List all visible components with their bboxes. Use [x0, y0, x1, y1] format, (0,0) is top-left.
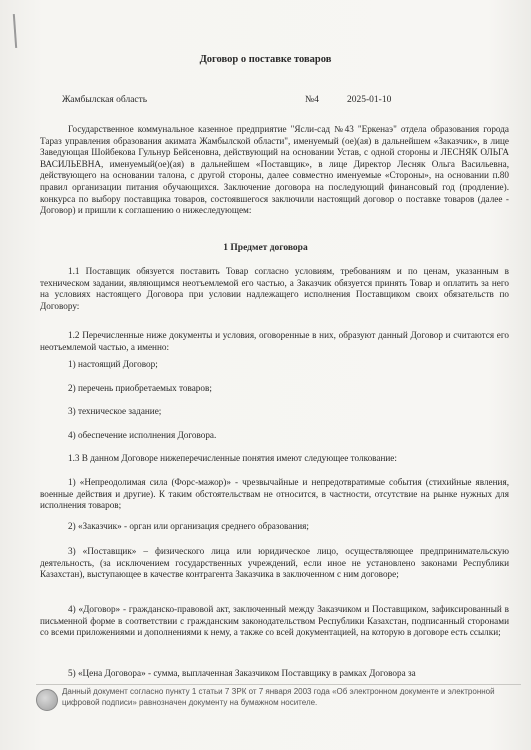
seal-icon [36, 689, 58, 711]
definition-4: 4) «Договор» - гражданско-правовой акт, заключенный между Заказчиком и Поставщиком, зафиксированный в письменной форме в соответствии с гражданским законодательством Республики Казахстан, подписанный сторонами со всеми приложениями и дополнениями к нему, а также со всей документацией, на которую в договоре есть ссылки; [40, 604, 509, 638]
definition-3: 3) «Поставщик» – физического лица или юридическое лицо, осуществляющее предпринимательскую деятельность, (за исключением государственных учреждений, если иное не установлено законами Республики Казахстан), выступающее в качестве контрагента Заказчика в заключенном с ним договоре; [40, 546, 509, 580]
list-item: 2) перечень приобретаемых товаров; [68, 383, 212, 393]
definition-5: 5) «Цена Договора» - сумма, выплаченная Заказчиком Поставщику в рамках Договора за [68, 668, 416, 678]
clause-1-1: 1.1 Поставщик обязуется поставить Товар согласно условиям, требованиям и по ценам, указанным в техническом задании, являющимся неотъемлемой его частью, а Заказчик обязуется принять Товар и оплатить за него на условиях настоящего Договора при условии надлежащего исполнения Поставщиком своих обязательств по Договору: [40, 266, 509, 311]
definition-2: 2) «Заказчик» - орган или организация среднего образования; [68, 521, 309, 531]
footer [36, 684, 521, 707]
document-title: Договор о поставке товаров [199, 54, 332, 65]
contract-date: 2025-01-10 [347, 95, 392, 105]
pen-mark [13, 14, 17, 48]
definition-1: 1) «Непреодолимая сила (Форс-мажор)» - чрезвычайные и непредотвратимые события (стихийные явления, военные действия и другие). К таким обстоятельствам не относится, в частности, отсутствие на рынке нужных для исполнения товаров; [40, 477, 509, 511]
footer-note: Данный документ согласно пункту 1 статьи 7 ЗРК от 7 января 2003 года «Об электронном документе и электронной цифровой подписи» равнозначен документу на бумажном носителе. [62, 687, 495, 707]
section-1-title: 1 Предмет договора [223, 243, 308, 253]
region-label: Жамбылская область [62, 95, 148, 105]
preamble-paragraph: Государственное коммунальное казенное предприятие "Ясли-сад №43 "Еркенаэ" отдела образования города Тараз управления образования акимата Жамбылской области", именуемый (ое)(ая) в дальнейшем «Заказчик», в лице Заведующая Шойбекова Гульнур Бейсеновна, действующий на основании Устав, с одной стороны и ЛЕСНЯК ОЛЬГА ВАСИЛЬЕВНА, именуемый(ое)(ая) в дальнейшем «Поставщик», в лице Директор Лесняк Ольга Васильевна, действующего на основании талона, с другой стороны, далее совместно именуемые «Стороны», на основании п.80 правил организации питания обучающихся. Заключение договора на последующий финансовый год (продление). конкурса по выбору поставщика товаров, состоявшегося заключили настоящий договор о поставке товаров (далее - Договор) и пришли к соглашению о нижеследующем: [40, 124, 509, 216]
list-item: 4) обеспечение исполнения Договора. [68, 430, 217, 440]
clause-1-2: 1.2 Перечисленные ниже документы и условия, оговоренные в них, образуют данный Договор и считаются его неотъемлемой частью, а именно: [40, 330, 509, 352]
clause-1-3: 1.3 В данном Договоре нижеперечисленные понятия имеют следующее толкование: [68, 453, 397, 463]
list-item: 1) настоящий Договор; [68, 359, 158, 369]
list-item: 3) техническое задание; [68, 406, 162, 416]
contract-number: №4 [305, 95, 319, 105]
